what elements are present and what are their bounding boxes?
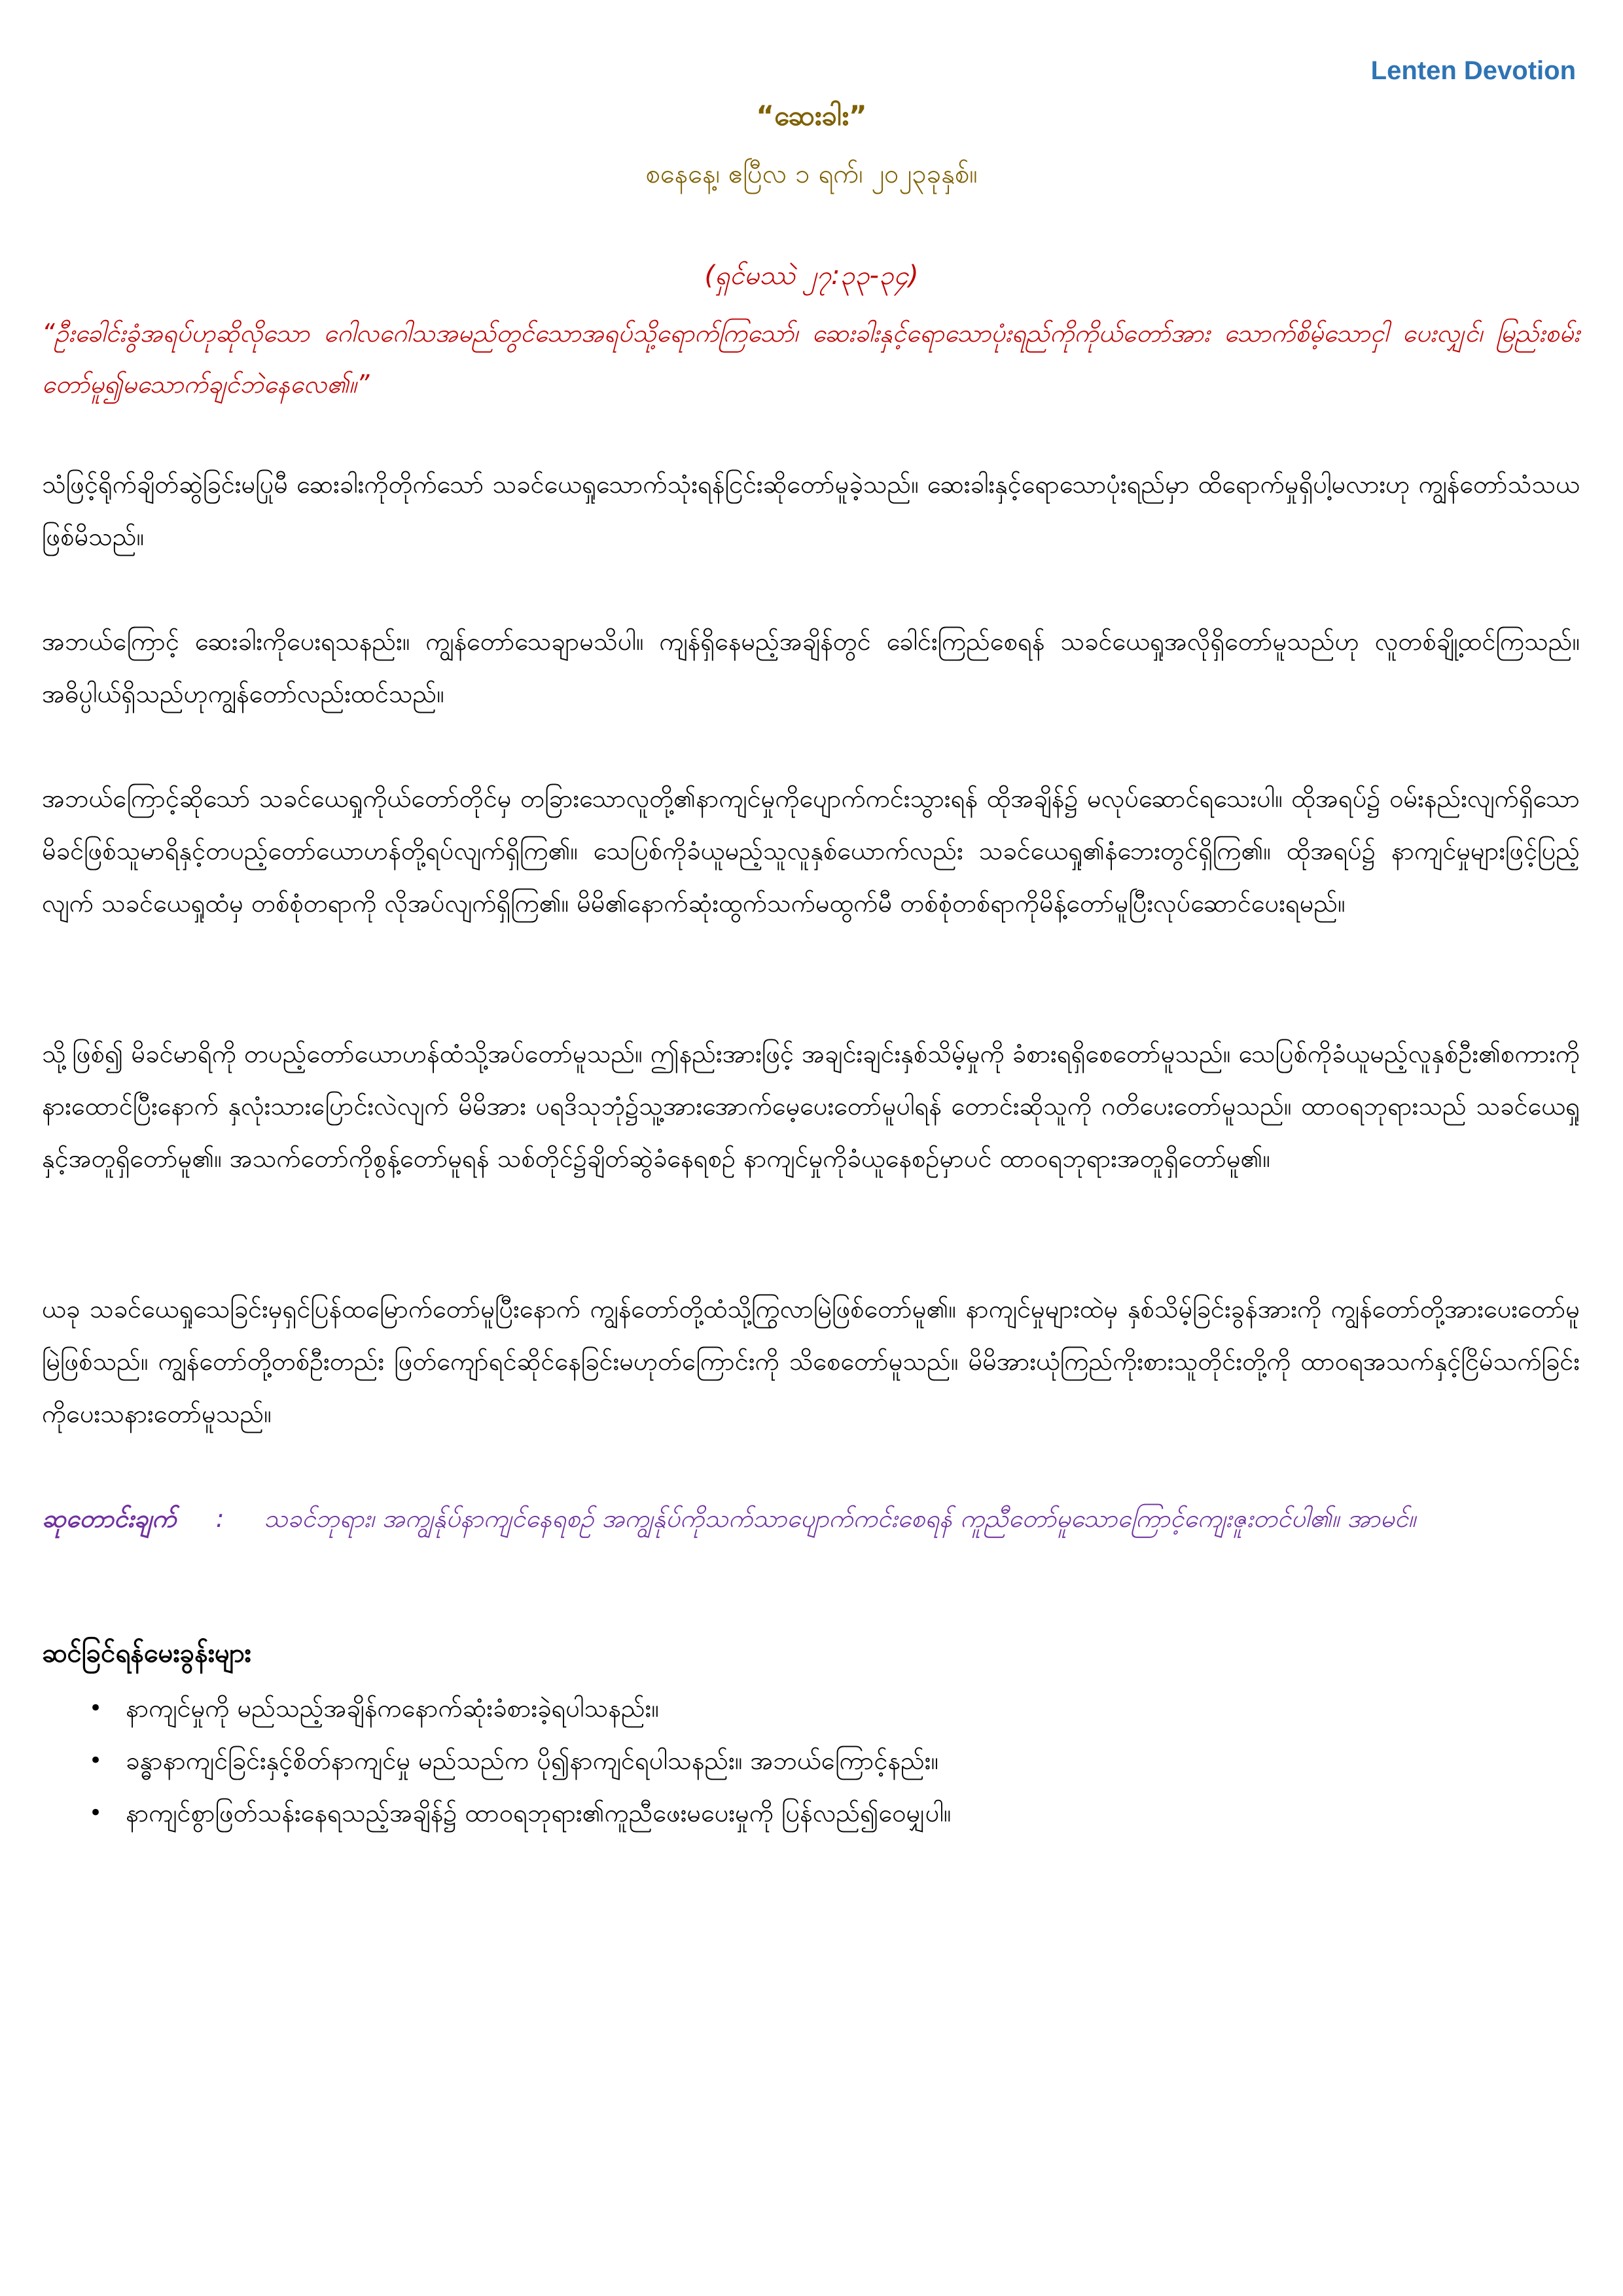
body-paragraph: ယခု သခင်ယေရှုသေခြင်းမှရှင်ပြန်ထမြောက်တော်မူပြီးနောက် ကျွန်တော်တို့ထံသို့ကြွလာမြဲဖြစ်တော်မူ၏။ နာကျင်မှုများထဲမှ နှစ်သိမ့်ခြင်းခွန်အားကို ကျွန်တော်တို့အားပေးတော်မူမြဲဖြစ်သည်။ ကျွန်တော်တို့တစ်ဦးတည်း ဖြတ်ကျော်ရင်ဆိုင်နေခြင်းမဟုတ်ကြောင်းကို သိစေတော်မူသည်။ မိမိအားယုံကြည်ကိုးစားသူတိုင်းတို့ကို ထာဝရအသက်နှင့်ငြိမ်သက်ခြင်းကိုပေးသနားတော်မူသည်။ bbox=[42, 1295, 1580, 1428]
question-text: နာကျင်မှုကို မည်သည့်အချိန်ကနောက်ဆုံးခံစားခဲ့ရပါသနည်း။ bbox=[126, 1694, 659, 1723]
question-text: နာကျင်စွာဖြတ်သန်းနေရသည့်အချိန်၌ ထာဝရဘုရား၏ကူညီဖေးမပေးမှုကို ပြန်လည်၍ဝေမျှပါ။ bbox=[126, 1799, 952, 1827]
scripture-reference: (ရှင်မဿဲ ၂၇:၃၃-၃၄) bbox=[704, 260, 919, 291]
question-item bbox=[42, 1787, 1580, 1839]
questions-heading: ဆင်ခြင်ရန်မေးခွန်းများ bbox=[42, 1638, 251, 1668]
question-text: ခန္ဓာနာကျင်ခြင်းနှင့်စိတ်နာကျင်မှု မည်သည်က ပို၍နာကျင်ရပါသနည်း။ အဘယ်ကြောင့်နည်း။ bbox=[126, 1746, 938, 1775]
page-date: စနေနေ့၊ ဧပြီလ ၁ ရက်၊ ၂၀၂၃ခုနှစ်။ bbox=[645, 159, 978, 189]
bullet-icon: • bbox=[89, 1695, 103, 1721]
prayer-label: ဆုတောင်းချက် bbox=[42, 1504, 177, 1533]
question-item bbox=[42, 1682, 1580, 1734]
header-tag: Lenten Devotion bbox=[1370, 56, 1576, 85]
body-paragraph: အဘယ်ကြောင့် ဆေးခါးကိုပေးရသနည်း။ ကျွန်တော်သေချာမသိပါ။ ကျန်ရှိနေမည့်အချိန်တွင် ခေါင်းကြည်စေရန် သခင်ယေရှုအလိုရှိတော်မူသည်ဟု လူတစ်ချို့ထင်ကြသည်။ အဓိပ္ပါယ်ရှိသည်ဟုကျွန်တော်လည်းထင်သည်။ bbox=[42, 627, 1580, 708]
prayer-text: သခင်ဘုရား၊ အကျွန်ုပ်နာကျင်နေရစဉ် အကျွန်ုပ်ကိုသက်သာပျောက်ကင်းစေရန် ကူညီတော်မူသောကြောင့်ကျေးဇူးတင်ပါ၏။ အာမင်။ bbox=[263, 1504, 1416, 1533]
bullet-icon: • bbox=[89, 1800, 103, 1826]
prayer-separator: : bbox=[215, 1504, 224, 1533]
bullet-icon: • bbox=[89, 1748, 103, 1774]
body-paragraph: အဘယ်ကြောင့်ဆိုသော် သခင်ယေရှုကိုယ်တော်တိုင်မှ တခြားသောလူတို့၏နာကျင်မှုကိုပျောက်ကင်းသွားရန် ထိုအချိန်၌ မလုပ်ဆောင်ရသေးပါ။ ထိုအရပ်၌ ဝမ်းနည်းလျက်ရှိသော မိခင်ဖြစ်သူမာရိနှင့်တပည့်တော်ယောဟန်တို့ရပ်လျက်ရှိကြ၏။ သေပြစ်ကိုခံယူမည့်သူလူနှစ်ယောက်လည်း သခင်ယေရှု၏နံဘေးတွင်ရှိကြ၏။ ထိုအရပ်၌ နာကျင်မှုများဖြင့်ပြည့်လျက် သခင်ယေရှုထံမှ တစ်စုံတရာကို လိုအပ်လျက်ရှိကြ၏။ မိမိ၏နောက်ဆုံးထွက်သက်မထွက်မီ တစ်စုံတစ်ရာကိုမိန့်တော်မူပြီးလုပ်ဆောင်ပေးရမည်။ bbox=[42, 784, 1580, 918]
body-paragraph: သံဖြင့်ရိုက်ချိတ်ဆွဲခြင်းမပြုမီ ဆေးခါးကိုတိုက်သော် သခင်ယေရှုသောက်သုံးရန်ငြင်းဆိုတော်မူခဲ့သည်။ ဆေးခါးနှင့်ရောသောပုံးရည်မှာ ထိရောက်မှုရှိပါ့မလားဟု ကျွန်တော်သံသယဖြစ်မိသည်။ bbox=[42, 470, 1580, 551]
questions-list bbox=[42, 1682, 1580, 1839]
prayer-block bbox=[42, 1492, 1580, 1545]
body-paragraph: သို့ဖြစ်၍ မိခင်မာရိကို တပည့်တော်ယောဟန်ထံသို့အပ်တော်မူသည်။ ဤနည်းအားဖြင့် အချင်းချင်းနှစ်သိမ့်မှုကို ခံစားရရှိစေတော်မူသည်။ သေပြစ်ကိုခံယူမည့်လူနှစ်ဦး၏စကားကို နားထောင်ပြီးနောက် နှလုံးသားပြောင်းလဲလျက် မိမိအား ပရဒိသုဘုံ၌သူ့အားအောက်မေ့ပေးတော်မူပါရန် တောင်းဆိုသူကို ဂတိပေးတော်မူသည်။ ထာဝရဘုရားသည် သခင်ယေရှုနှင့်အတူရှိတော်မူ၏။ အသက်တော်ကိုစွန့်တော်မူရန် သစ်တိုင်၌ချိတ်ဆွဲခံနေရစဉ် နာကျင်မှုကိုခံယူနေစဉ်မှာပင် ထာဝရဘုရားအတူရှိတော်မူ၏။ bbox=[42, 1039, 1580, 1173]
question-item bbox=[42, 1734, 1580, 1787]
page-title: “ဆေးခါး” bbox=[756, 99, 867, 132]
scripture-quote: “ဦးခေါင်းခွံအရပ်ဟုဆိုလိုသော ဂေါလဂေါသအမည်တွင်သောအရပ်သို့ရောက်ကြသော်၊ ဆေးခါးနှင့်ရောသောပုံးရည်ကိုကိုယ်တော်အား သောက်စိမ့်သောငှါ ပေးလျှင်၊ မြည်းစမ်းတော်မူ၍မသောက်ချင်ဘဲနေလေ၏။” bbox=[42, 319, 1580, 399]
